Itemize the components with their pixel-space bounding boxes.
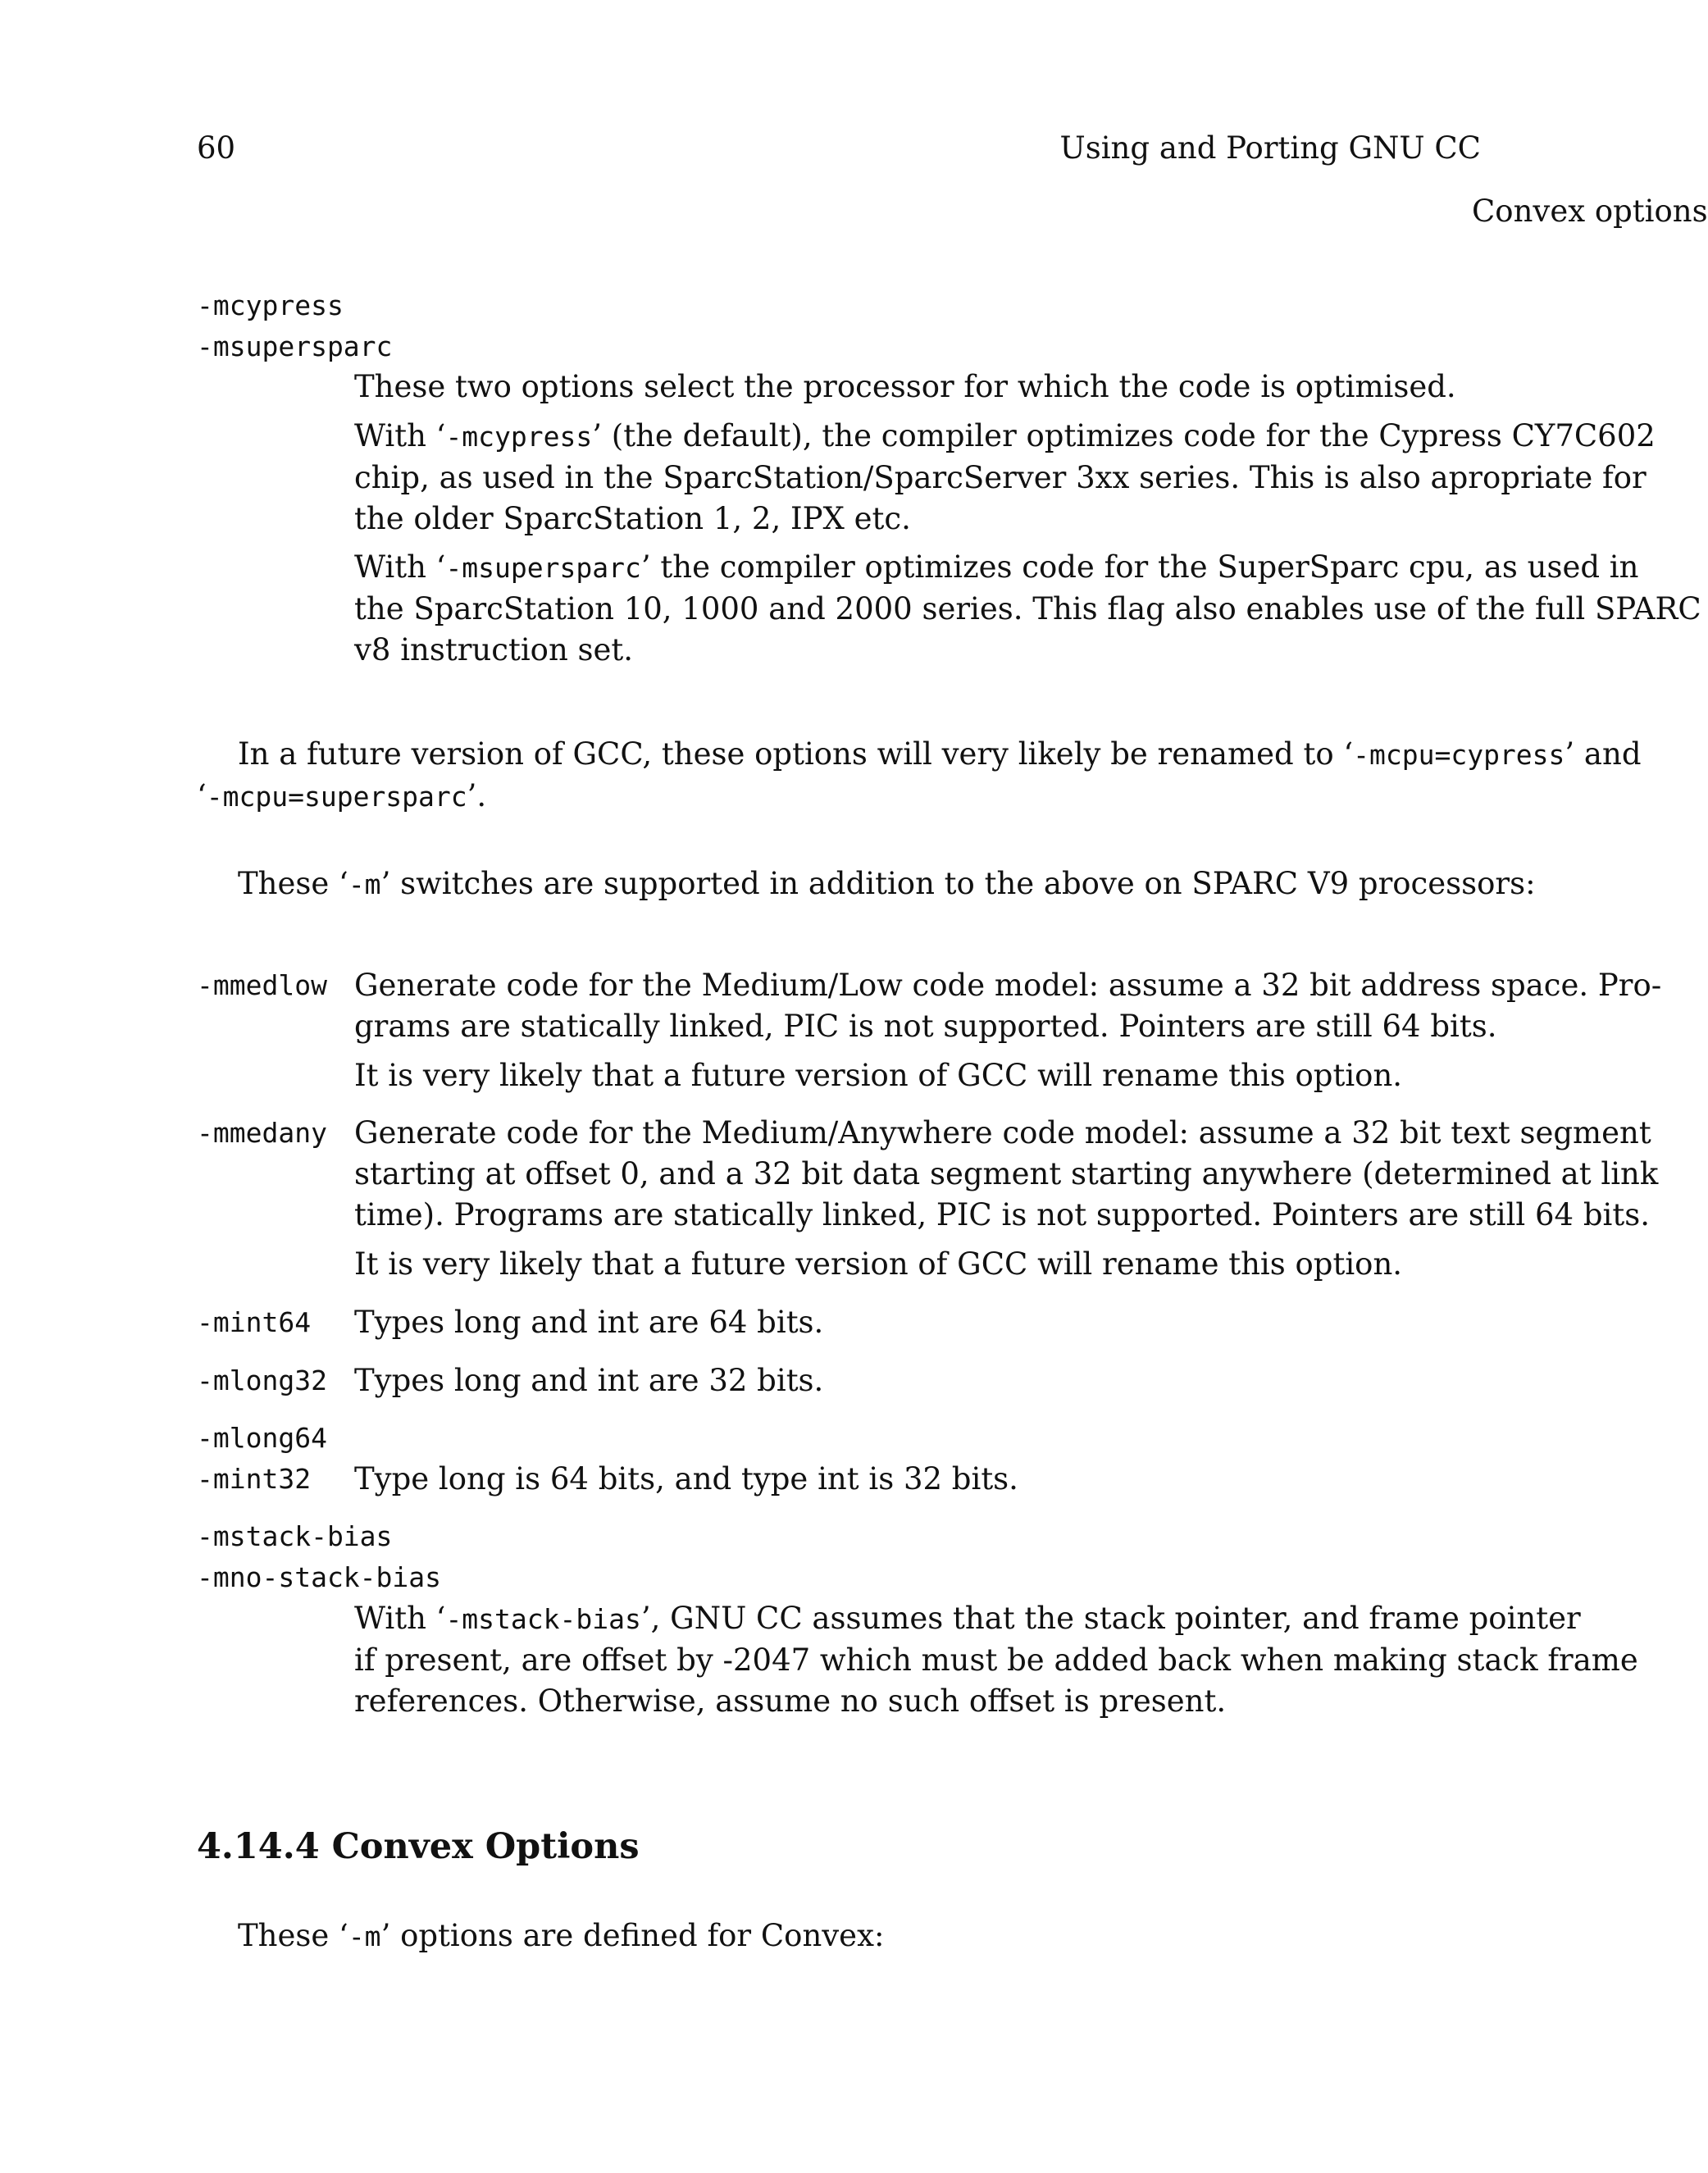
description-line: v8 instruction set. xyxy=(354,632,634,667)
description-line: the SparcStation 10, 1000 and 2000 series. This flag also enables use of the full SPARC xyxy=(354,591,1701,626)
description-line: It is very likely that a future version of GCC will rename this option. xyxy=(354,1058,1403,1093)
option-term-mmedany: -mmedany xyxy=(197,1117,327,1149)
description-line: starting at offset 0, and a 32 bit data segment starting anywhere (determined at link xyxy=(354,1156,1659,1191)
paragraph-line: These ‘-m’ switches are supported in addition to the above on SPARC V9 processors: xyxy=(238,866,1536,901)
option-description-mlong32 xyxy=(354,1360,1483,1401)
paragraph-convex-intro xyxy=(197,1916,1483,1957)
option-term-mlong32: -mlong32 xyxy=(197,1364,327,1396)
option-term-mcypress: -mcypress xyxy=(197,289,344,321)
paragraph-line: In a future version of GCC, these options will very likely be renamed to ‘-mcpu=cypress’ and xyxy=(238,736,1642,772)
description-line: With ‘-msupersparc’ the compiler optimizes code for the SuperSparc cpu, as used in xyxy=(354,549,1639,585)
section-heading: 4.14.4 Convex Options xyxy=(197,1826,640,1867)
paragraph-future-rename xyxy=(197,734,1642,818)
option-term-mmedlow: -mmedlow xyxy=(197,969,327,1001)
inline-code: -msupersparc xyxy=(445,552,641,584)
option-term-msupersparc: -msupersparc xyxy=(197,330,393,362)
description-line: Types long and int are 64 bits. xyxy=(354,1305,824,1340)
page-number: 60 xyxy=(197,130,236,166)
inline-code: -mcypress xyxy=(445,421,593,453)
option-note-mmedany xyxy=(354,1244,1483,1285)
option-term-mno-stack-bias: -mno-stack-bias xyxy=(197,1561,442,1593)
description-line: grams are statically linked, PIC is not supported. Pointers are still 64 bits. xyxy=(354,1009,1497,1044)
description-line: references. Otherwise, assume no such offset is present. xyxy=(354,1683,1227,1719)
option-description-mmedany xyxy=(354,1113,1659,1236)
inline-code: -m xyxy=(348,868,381,900)
description-line: These two options select the processor for which the code is optimised. xyxy=(354,369,1456,404)
paragraph-line: These ‘-m’ options are defined for Convex: xyxy=(238,1918,885,1953)
description-line: Type long is 64 bits, and type int is 32 bits. xyxy=(354,1461,1018,1496)
inline-code: -mstack-bias xyxy=(445,1603,641,1635)
running-header-section: Convex options xyxy=(1472,194,1708,229)
option-note-mmedlow xyxy=(354,1055,1483,1096)
option-description-msupersparc xyxy=(354,547,1701,671)
option-description-cpu-select xyxy=(354,367,1483,408)
option-term-mint64: -mint64 xyxy=(197,1306,312,1338)
inline-code: -m xyxy=(348,1920,381,1952)
description-line: Generate code for the Medium/Low code model: assume a 32 bit address space. Pro- xyxy=(354,968,1662,1003)
option-description-mmedlow xyxy=(354,965,1662,1047)
option-term-mlong64: -mlong64 xyxy=(197,1422,327,1454)
description-line: It is very likely that a future version of GCC will rename this option. xyxy=(354,1246,1403,1282)
paragraph-line: ‘-mcpu=supersparc’. xyxy=(197,778,487,813)
paragraph-v9-switches xyxy=(197,863,1536,905)
option-description-mint64 xyxy=(354,1302,1483,1343)
description-line: Types long and int are 32 bits. xyxy=(354,1363,824,1398)
option-term-mstack-bias: -mstack-bias xyxy=(197,1520,393,1552)
inline-code: -mcpu=supersparc xyxy=(206,781,467,813)
option-description-stack-bias xyxy=(354,1598,1638,1722)
description-line: if present, are offset by -2047 which must be added back when making stack frame xyxy=(354,1642,1638,1678)
description-line: Generate code for the Medium/Anywhere code model: assume a 32 bit text segment xyxy=(354,1115,1651,1150)
inline-code: -mcpu=cypress xyxy=(1353,739,1565,771)
description-line: the older SparcStation 1, 2, IPX etc. xyxy=(354,501,911,536)
description-line: With ‘-mstack-bias’, GNU CC assumes that the stack pointer, and frame pointer xyxy=(354,1601,1581,1636)
description-line: time). Programs are statically linked, PIC is not supported. Pointers are still 64 bits. xyxy=(354,1197,1650,1232)
option-term-mint32: -mint32 xyxy=(197,1463,312,1495)
description-line: With ‘-mcypress’ (the default), the compiler optimizes code for the Cypress CY7C602 xyxy=(354,418,1656,453)
running-header-title: Using and Porting GNU CC xyxy=(1059,130,1481,166)
option-description-mcypress xyxy=(354,416,1656,540)
description-line: chip, as used in the SparcStation/SparcServer 3xx series. This is also apropriate for xyxy=(354,460,1647,495)
option-description-mlong64 xyxy=(354,1459,1483,1500)
